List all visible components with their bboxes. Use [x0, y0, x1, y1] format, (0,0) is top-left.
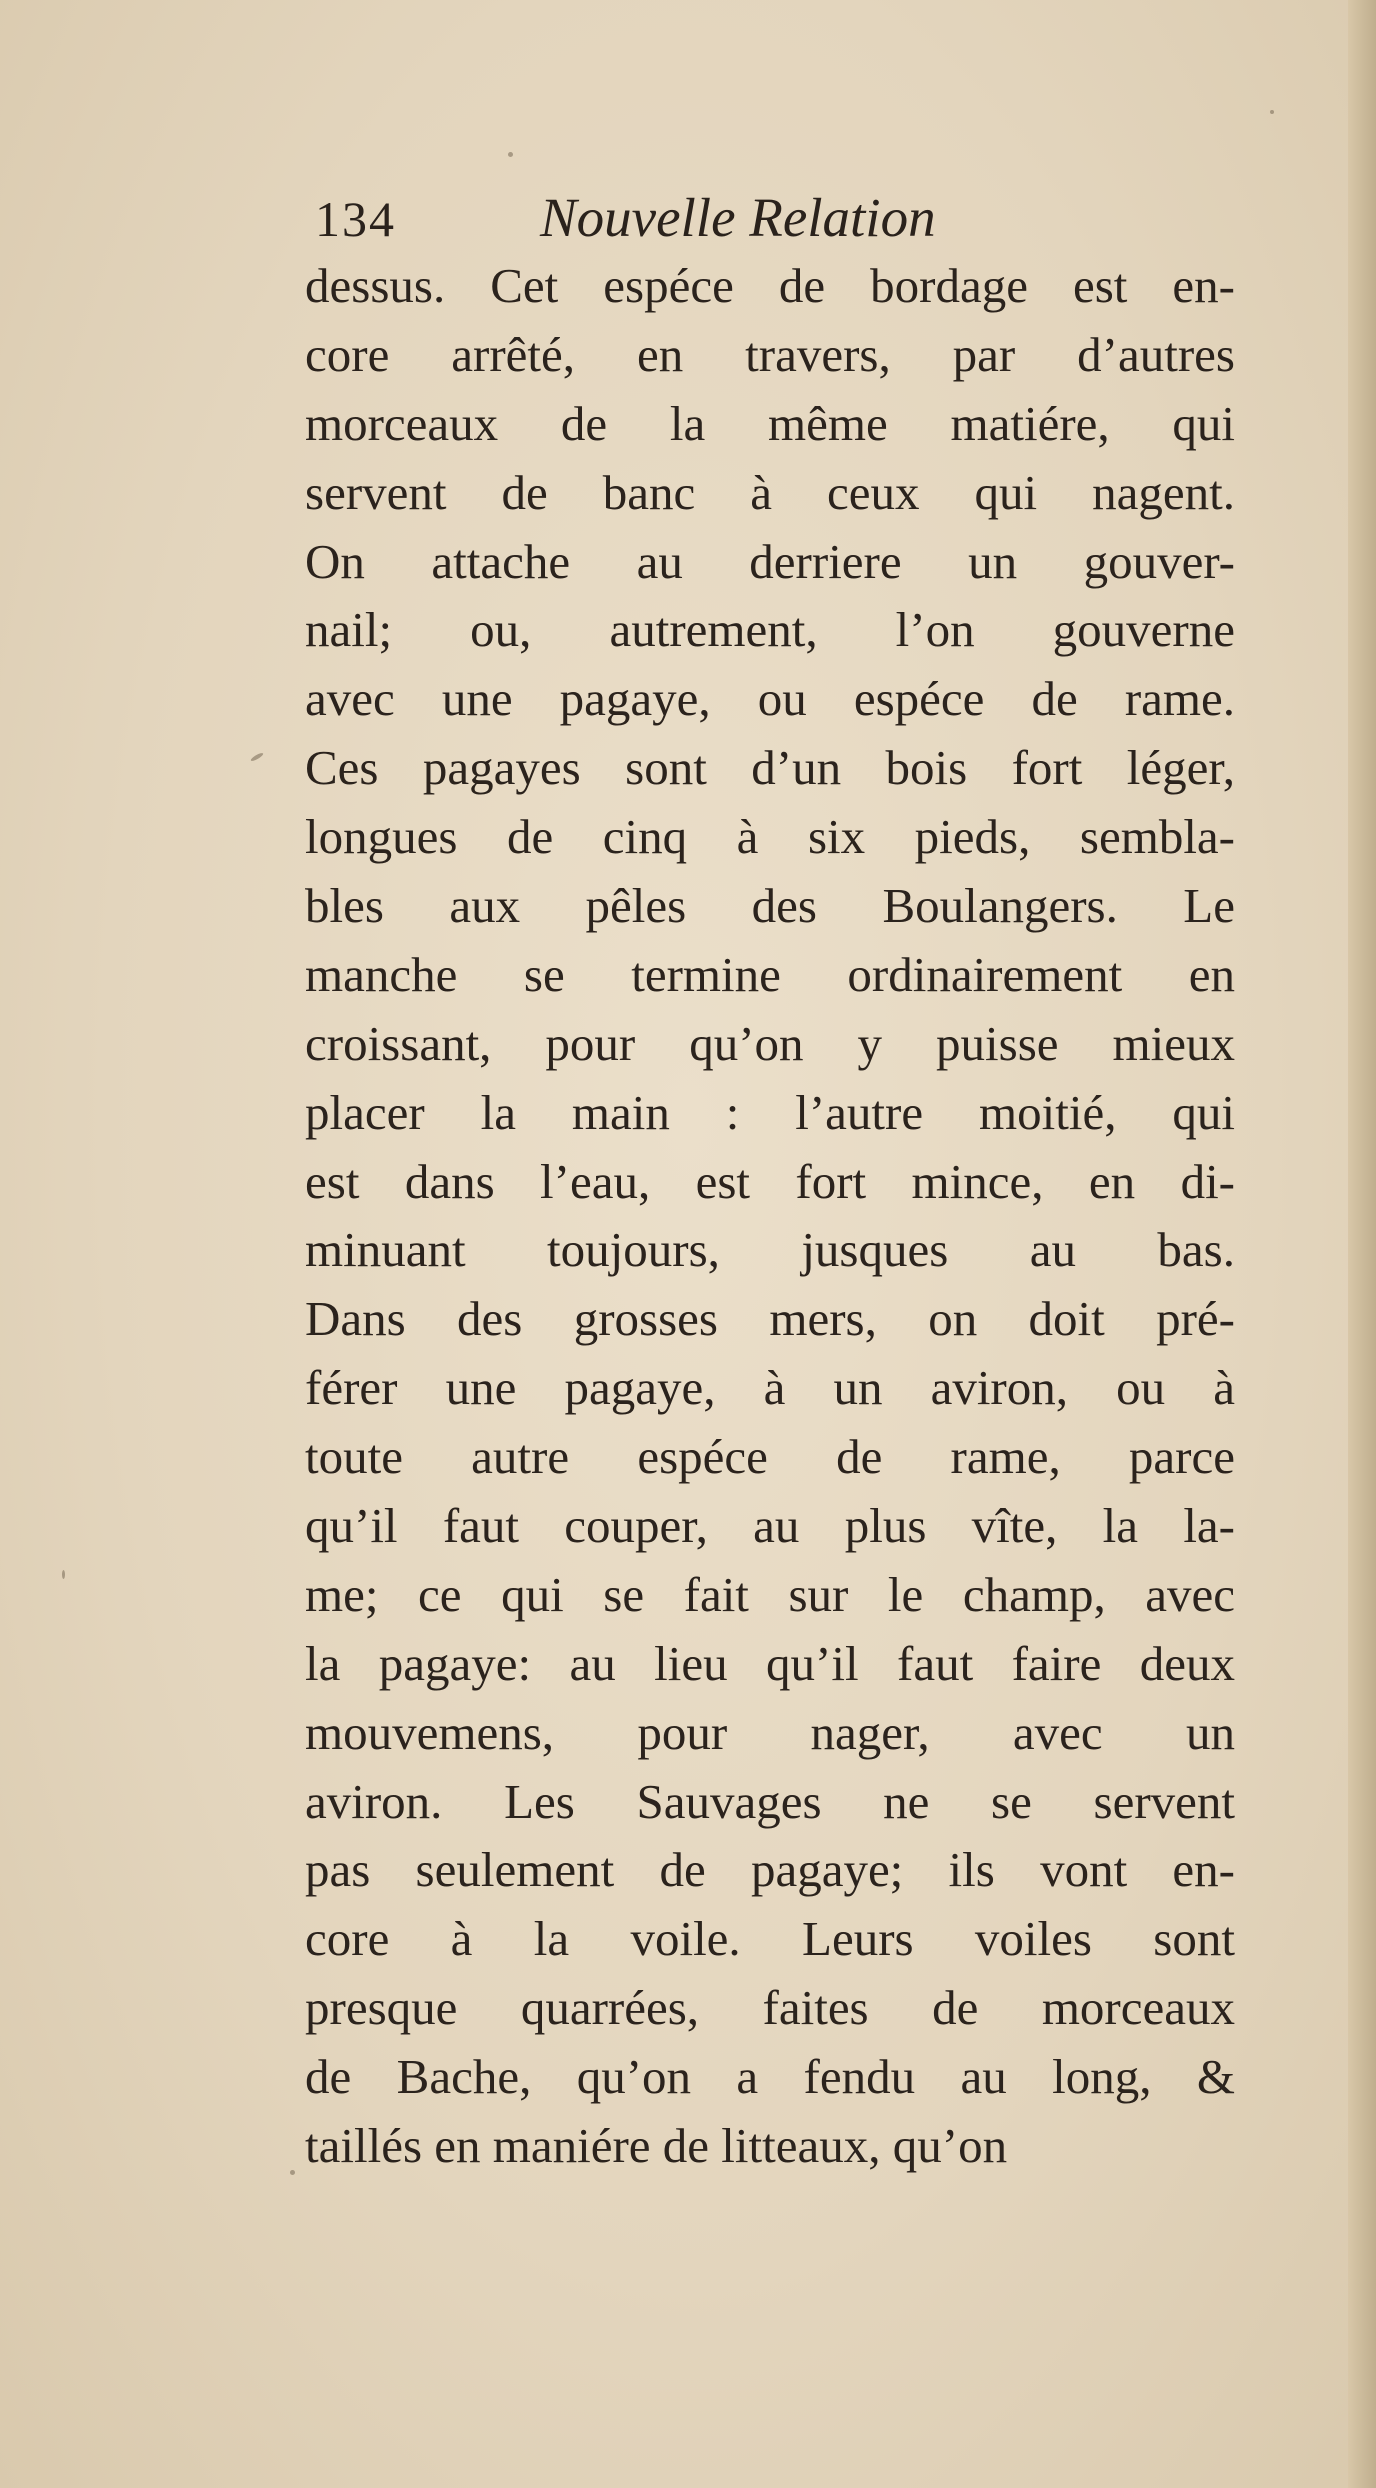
paper-speck: [508, 152, 513, 157]
text-line: me; ce qui se fait sur le champ, avec: [305, 1566, 1235, 1622]
text-line: manche se termine ordinairement en: [305, 946, 1235, 1002]
text-line: férer une pagaye, à un aviron, ou à: [305, 1360, 1235, 1416]
text-line: minuant toujours, jusques au bas.: [305, 1222, 1235, 1278]
body-text: [305, 252, 1235, 2181]
running-title: Nouvelle Relation: [540, 187, 936, 248]
text-line: la pagaye: au lieu qu’il faut faire deux: [305, 1635, 1235, 1691]
page-edge: [1348, 0, 1376, 2488]
text-line: taillés en maniére de litteaux, qu’on: [305, 2118, 1008, 2174]
paper-speck: [250, 752, 264, 762]
text-line: bles aux pêles des Boulangers. Le: [305, 878, 1235, 934]
paper-speck: [290, 2170, 295, 2175]
text-line: servent de banc à ceux qui nagent.: [305, 464, 1235, 520]
text-line: placer la main : l’autre moitié, qui: [305, 1084, 1235, 1140]
text-line: On attache au derriere un gouver-: [305, 533, 1235, 589]
page-header: [305, 180, 1085, 260]
text-line: nail; ou, autrement, l’on gouverne: [305, 602, 1235, 658]
text-line: mouvemens, pour nager, avec un: [305, 1704, 1235, 1760]
text-line: qu’il faut couper, au plus vîte, la la-: [305, 1498, 1235, 1554]
text-line: dessus. Cet espéce de bordage est en-: [305, 258, 1235, 313]
text-line: presque quarrées, faites de morceaux: [305, 1980, 1235, 2036]
text-line: toute autre espéce de rame, parce: [305, 1429, 1235, 1485]
text-line: croissant, pour qu’on y puisse mieux: [305, 1015, 1235, 1071]
text-line: core à la voile. Leurs voiles sont: [305, 1911, 1235, 1967]
text-line: core arrêté, en travers, par d’autres: [305, 326, 1235, 382]
text-line: pas seulement de pagaye; ils vont en-: [305, 1842, 1235, 1898]
text-line: de Bache, qu’on a fendu au long, &: [305, 2049, 1235, 2105]
text-line: aviron. Les Sauvages ne se servent: [305, 1773, 1235, 1829]
page-number: 134: [315, 191, 396, 247]
paper-speck: [62, 1570, 65, 1579]
text-line: Ces pagayes sont d’un bois fort léger,: [305, 740, 1235, 796]
text-line: longues de cinq à six pieds, sembla-: [305, 809, 1235, 865]
text-line: est dans l’eau, est fort mince, en di-: [305, 1153, 1235, 1209]
text-line: morceaux de la même matiére, qui: [305, 395, 1235, 451]
paper-speck: [1270, 110, 1274, 114]
text-line: avec une pagaye, ou espéce de rame.: [305, 671, 1235, 727]
text-line: Dans des grosses mers, on doit pré-: [305, 1291, 1235, 1347]
